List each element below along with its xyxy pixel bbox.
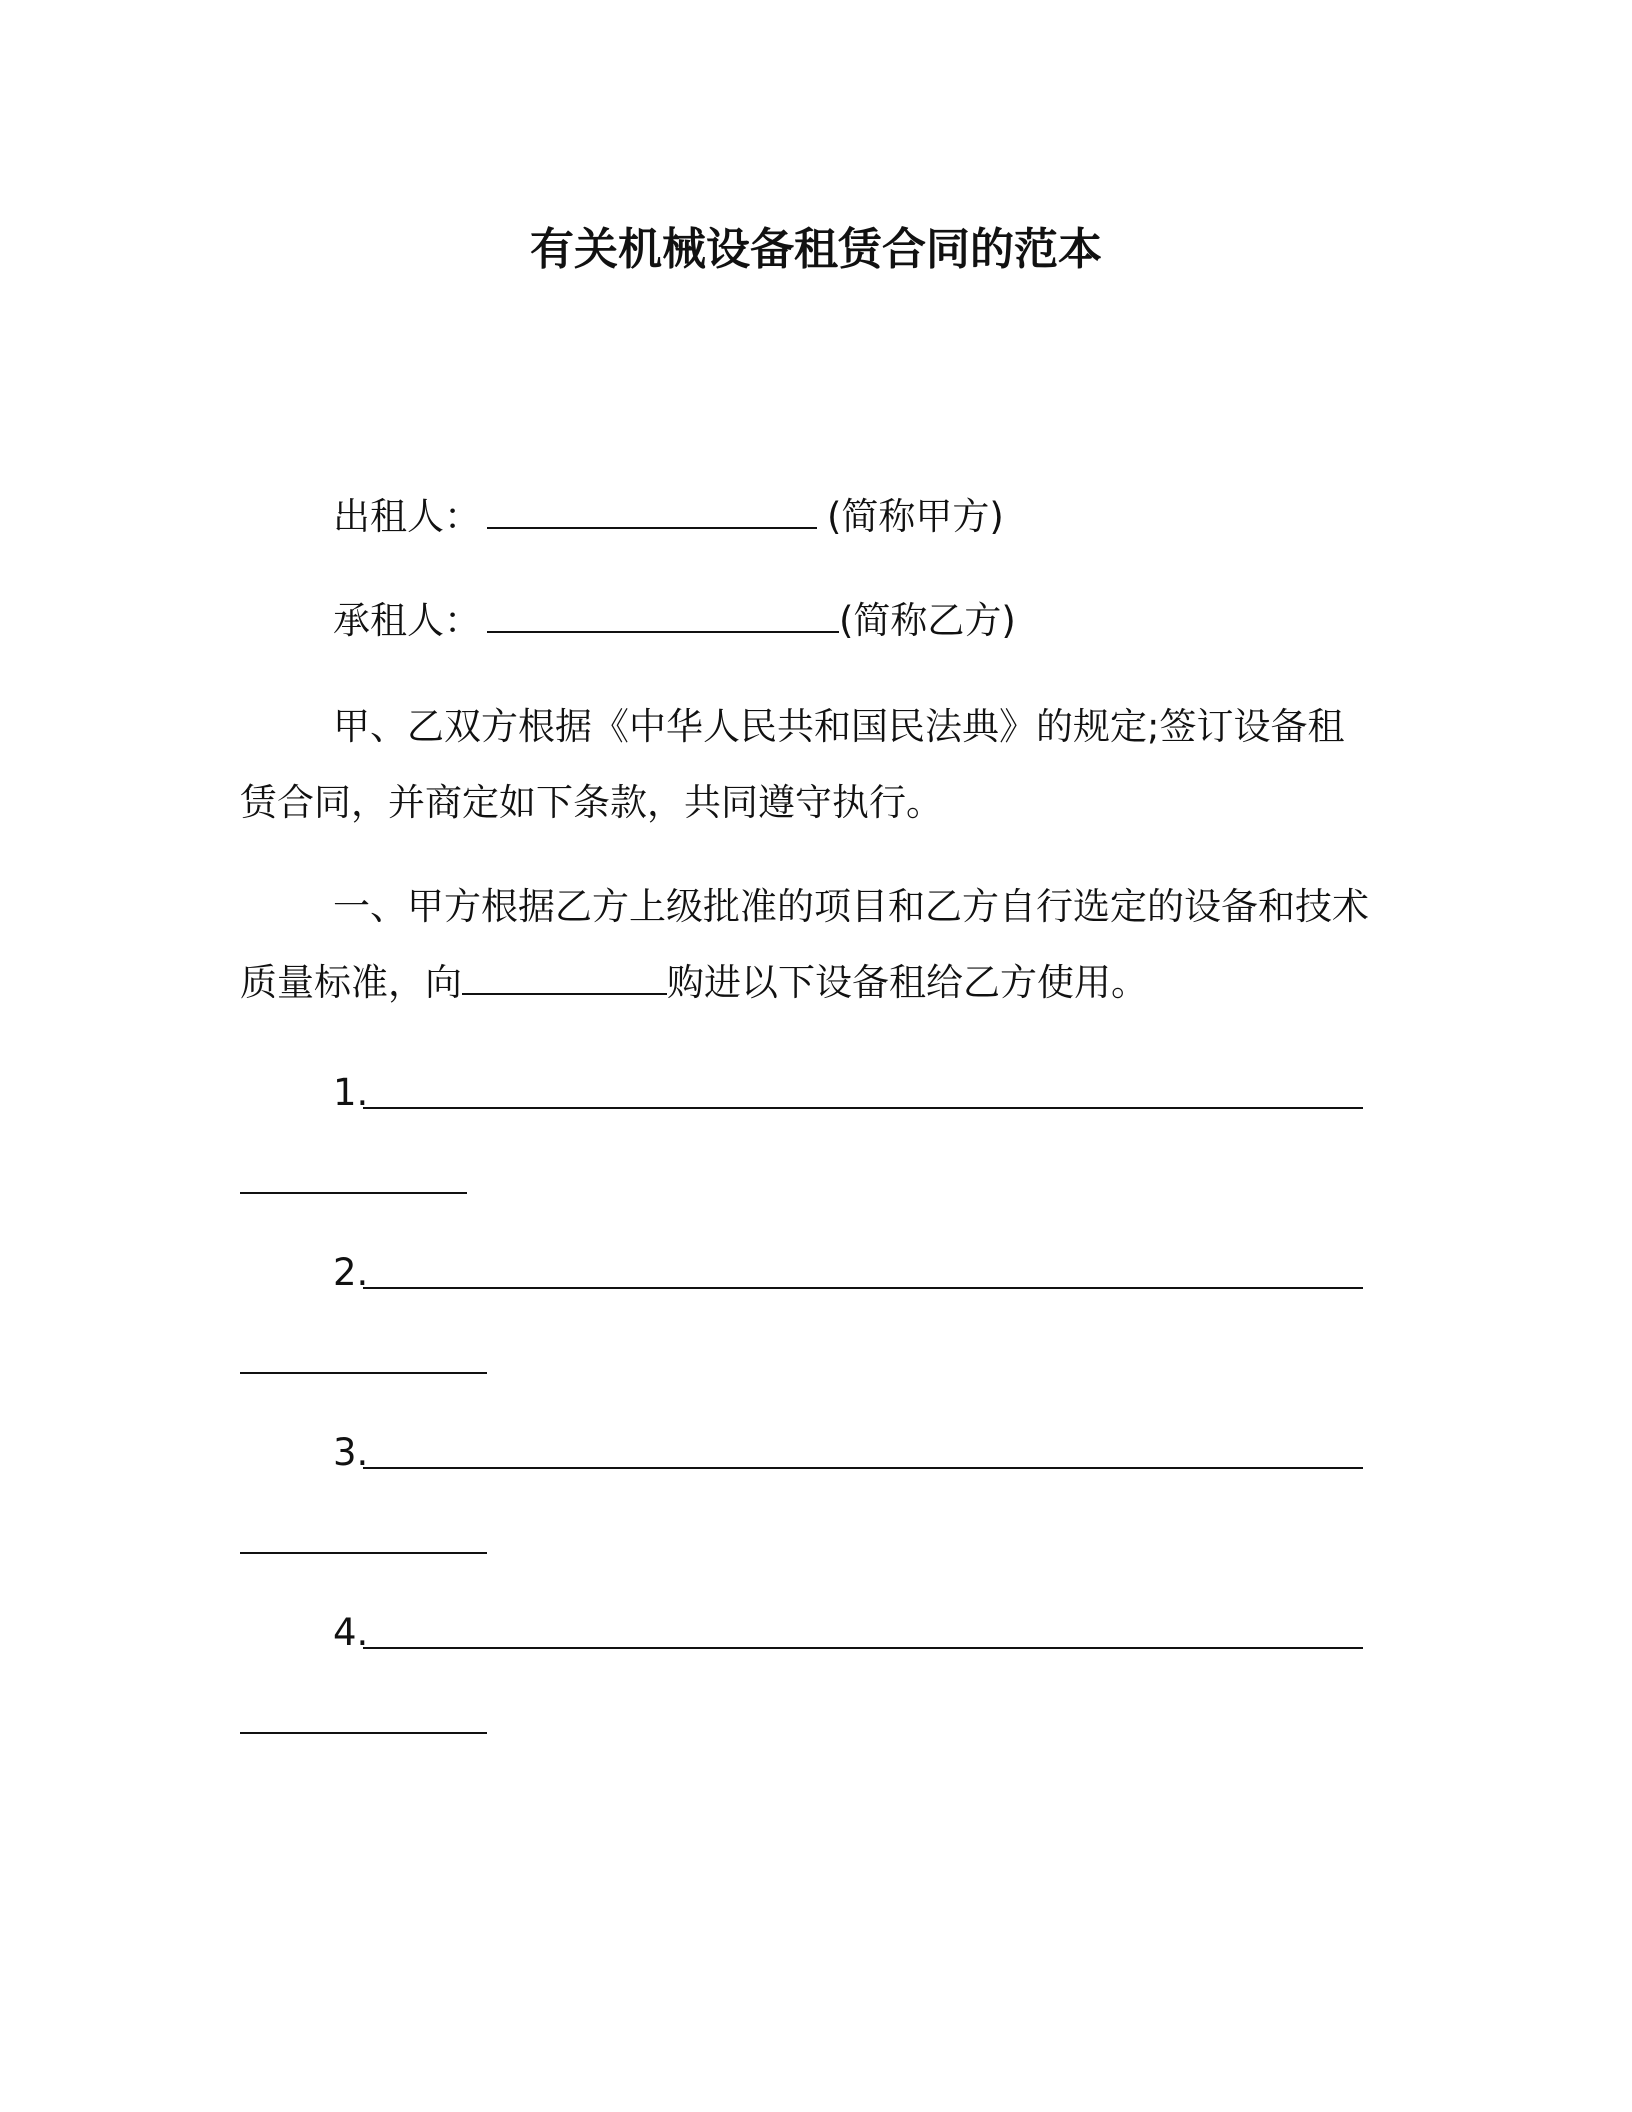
lessor-label: 出租人： [333,495,481,538]
item-2-blank[interactable] [363,1287,1363,1289]
lessor-suffix: (简称甲方) [827,495,1004,538]
lessee-label: 承租人： [333,599,481,642]
clause1-line-2 [240,961,1148,1005]
document-title: 有关机械设备租赁合同的范本 [530,224,1102,275]
clause1-line-1: 一、甲方根据乙方上级批准的项目和乙方自行选定的设备和技术 [333,885,1369,928]
item-1-number: 1. [333,1071,369,1114]
item-2-number: 2. [333,1251,369,1294]
intro-line-2: 赁合同，并商定如下条款，共同遵守执行。 [240,781,943,824]
lessor-line [333,495,1004,539]
item-1-blank-cont[interactable] [240,1192,467,1194]
item-4-blank-cont[interactable] [240,1732,487,1734]
item-3-blank[interactable] [363,1467,1363,1469]
supplier-blank[interactable] [462,963,667,995]
lessee-blank[interactable] [487,601,839,633]
item-1-blank[interactable] [363,1107,1363,1109]
item-4-number: 4. [333,1611,369,1654]
lessee-line [333,599,1016,643]
item-2-blank-cont[interactable] [240,1372,487,1374]
intro-line-1: 甲、乙双方根据《中华人民共和国民法典》的规定;签订设备租 [333,705,1345,748]
clause1-suffix: 购进以下设备租给乙方使用。 [667,961,1148,1004]
item-3-number: 3. [333,1431,369,1474]
clause1-prefix: 质量标准，向 [240,961,462,1004]
item-4-blank[interactable] [363,1647,1363,1649]
lessor-blank[interactable] [487,497,817,529]
item-3-blank-cont[interactable] [240,1552,487,1554]
lessee-suffix: (简称乙方) [839,599,1016,642]
